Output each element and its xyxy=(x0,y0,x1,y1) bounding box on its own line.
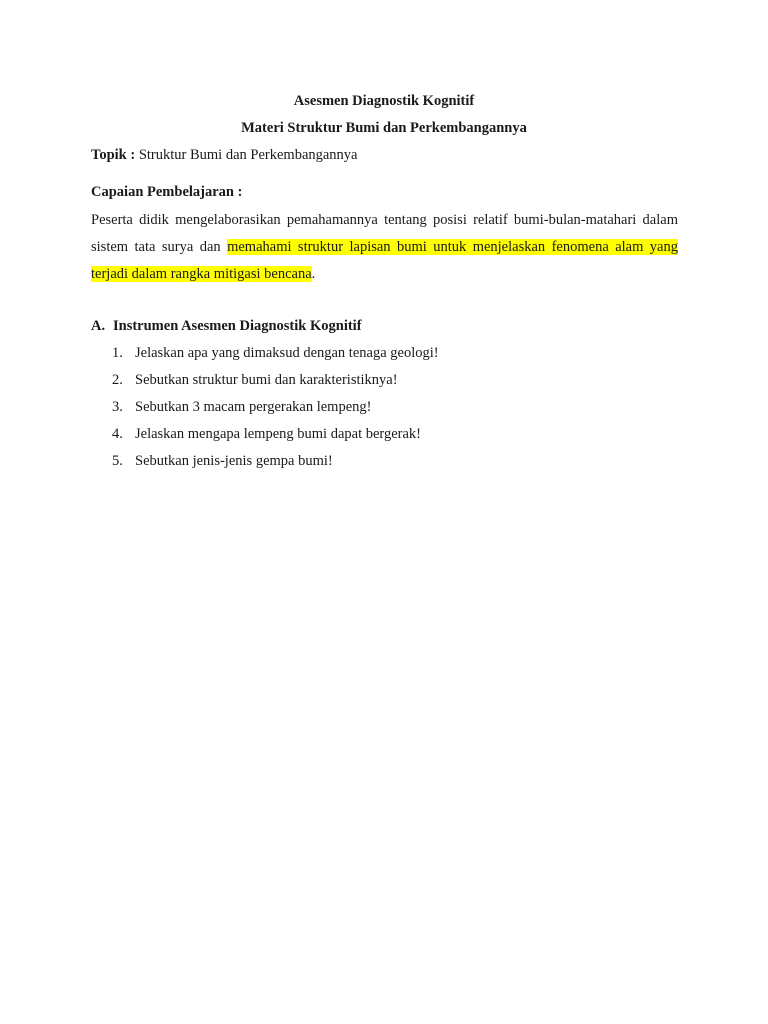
capaian-paragraph xyxy=(91,207,678,288)
section-a-heading xyxy=(91,318,362,335)
question-list xyxy=(112,344,439,479)
topik-label: Topik : xyxy=(91,147,136,163)
question-number: 4. xyxy=(112,426,123,442)
topik-line xyxy=(91,147,358,164)
topik-value: Struktur Bumi dan Perkembangannya xyxy=(135,147,358,163)
question-text: Sebutkan struktur bumi dan karakteristiknya! xyxy=(135,372,398,388)
question-number: 2. xyxy=(112,372,123,388)
question-text: Jelaskan apa yang dimaksud dengan tenaga geologi! xyxy=(135,345,439,361)
capaian-text-plain: Peserta didik mengelaborasikan pemahamannya tentang posisi relatif bumi-bulan-matahari dalam sistem tata surya dan xyxy=(91,212,678,255)
question-number: 1. xyxy=(112,345,123,361)
question-item xyxy=(112,425,439,452)
capaian-text-highlight: memahami struktur lapisan bumi untuk menjelaskan fenomena alam yang terjadi dalam rangka mitigasi bencana xyxy=(91,239,678,282)
question-item xyxy=(112,398,439,425)
document-subtitle: Materi Struktur Bumi dan Perkembangannya xyxy=(241,120,527,136)
question-number: 5. xyxy=(112,453,123,469)
question-text: Sebutkan jenis-jenis gempa bumi! xyxy=(135,453,333,469)
question-text: Jelaskan mengapa lempeng bumi dapat bergerak! xyxy=(135,426,421,442)
document-title: Asesmen Diagnostik Kognitif xyxy=(293,93,475,109)
capaian-heading: Capaian Pembelajaran : xyxy=(91,184,243,200)
question-item xyxy=(112,344,439,371)
question-number: 3. xyxy=(112,399,123,415)
question-item xyxy=(112,371,439,398)
capaian-text-end: . xyxy=(311,266,316,282)
section-a-marker: A. xyxy=(91,318,106,334)
question-item xyxy=(112,452,439,479)
question-text: Sebutkan 3 macam pergerakan lempeng! xyxy=(135,399,372,415)
section-a-title: Instrumen Asesmen Diagnostik Kognitif xyxy=(113,318,362,334)
